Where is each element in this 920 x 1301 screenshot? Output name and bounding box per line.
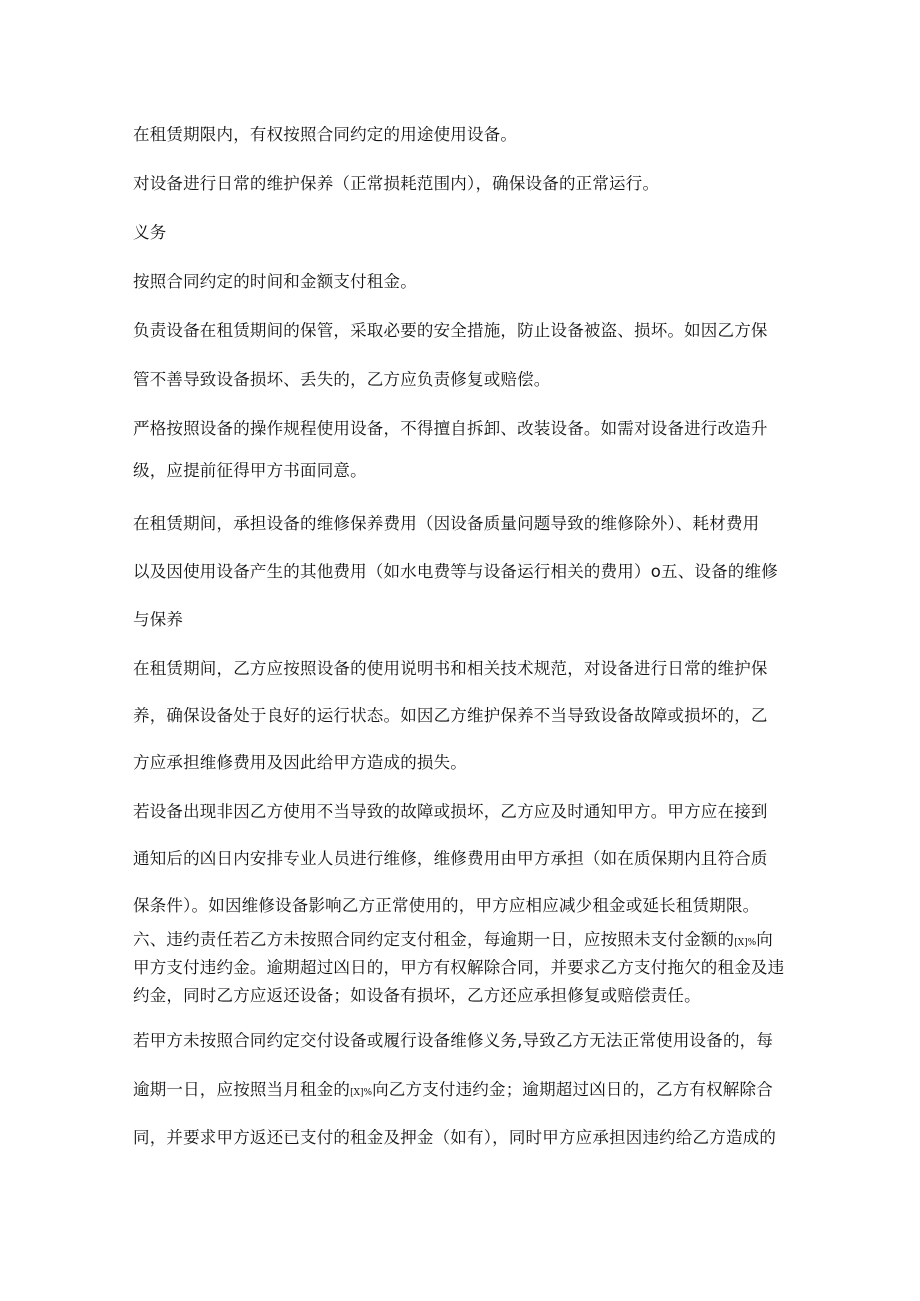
paragraph-line: 甲方支付违约金。逾期超过凶日的，甲方有权解除合同，并要求乙方支付拖欠的租金及违 (133, 958, 785, 977)
paragraph-line (133, 1079, 813, 1104)
paragraph-line: 严格按照设备的操作规程使用设备，不得擅自拆卸、改装设备。如需对设备进行改造升 (133, 419, 768, 438)
section-heading: 义务 (133, 223, 167, 242)
line-text: 逾期一日，应按照当月租金的 (133, 1080, 351, 1099)
paragraph-line: 约金，同时乙方应返还设备；如设备有损坏，乙方还应承担修复或赔偿责任。 (133, 986, 701, 1005)
paragraph-line: 与保养 (133, 610, 184, 629)
paragraph-line: 以及因使用设备产生的其他费用（如水电费等与设备运行相关的费用）o五、设备的维修 (133, 562, 778, 581)
paragraph-line: 养，确保设备处于良好的运行状态。如因乙方维护保养不当导致设备故障或损坏的，乙 (133, 706, 768, 725)
paragraph-line: 若甲方未按照合同约定交付设备或履行设备维修义务,导致乙方无法正常使用设备的，每 (133, 1031, 774, 1050)
paragraph-line: 在租赁期间，承担设备的维修保养费用（因设备质量问题导致的维修除外）、耗材费用 (133, 514, 760, 533)
line-text: 向乙方支付违约金；逾期超过凶日的，乙方有权解除合 (372, 1080, 773, 1099)
line-text: 六、违约责任若乙方未按照合同约定支付租金，每逾期一日，应按照未支付金额的 (133, 930, 735, 949)
paragraph-line: 同，并要求甲方返还已支付的租金及押金（如有），同时甲方应承担因违约给乙方造成的 (133, 1128, 777, 1147)
paragraph-line: 通知后的凶日内安排专业人员进行维修，维修费用由甲方承担（如在质保期内且符合质 (133, 849, 768, 868)
line-text: 向 (756, 930, 773, 949)
paragraph-line: 对设备进行日常的维护保养（正常损耗范围内），确保设备的正常运行。 (133, 174, 660, 193)
paragraph-line: 若设备出现非因乙方使用不当导致的故障或损坏，乙方应及时通知甲方。甲方应在接到 (133, 802, 768, 821)
paragraph-line: 在租赁期间，乙方应按照设备的使用说明书和相关技术规范，对设备进行日常的维护保 (133, 659, 768, 678)
percent-placeholder: [X]% (734, 938, 757, 948)
paragraph-line: 方应承担维修费用及因此给甲方造成的损失。 (133, 753, 467, 772)
paragraph-line: 保条件）。如因维修设备影响乙方正常使用的，甲方应相应减少租金或延长租赁期限。 (133, 896, 760, 915)
paragraph-line: 管不善导致设备损坏、丢失的，乙方应负责修复或赔偿。 (133, 370, 551, 389)
paragraph-line: 在租赁期限内，有权按照合同约定的用途使用设备。 (133, 125, 518, 144)
paragraph-line: 级，应提前征得甲方书面同意。 (133, 461, 367, 480)
paragraph-line: 负责设备在租赁期间的保管，采取必要的安全措施，防止设备被盗、损坏。如因乙方保 (133, 321, 768, 340)
paragraph-line: 按照合同约定的时间和金额支付租金。 (133, 272, 417, 291)
paragraph-line (133, 929, 813, 954)
percent-placeholder: [X]% (350, 1088, 373, 1098)
